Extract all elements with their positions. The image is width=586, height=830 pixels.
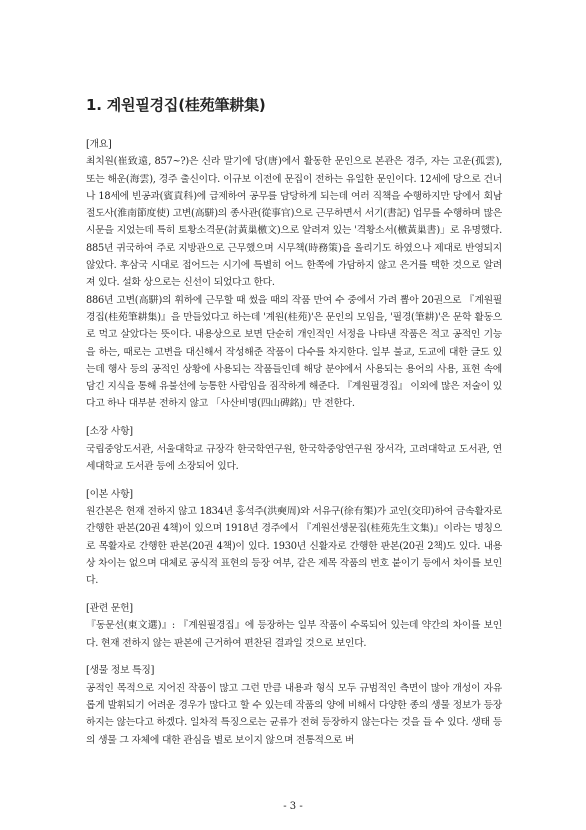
paragraph: 공적인 목적으로 지어진 작품이 많고 그런 만큼 내용과 형식 모두 규범적인 측면이 많아 개성이 자유롭게 발휘되기 어려운 경우가 많다고 할 수 있는데 작품의 양에 비해서 다양한 종의 생물 정보가 등장하지는 않는다고 하겠다. 일차적 특징으로는 균류가 전혀 등장하지 않는다는 것을 들 수 있다. 생태 등의 생물 그 자체에 대한 관심을 별로 보이지 않으며 전통적으로 버 xyxy=(86,682,502,746)
document-body xyxy=(86,136,502,749)
section-holdings xyxy=(86,423,502,475)
section-heading: [관련 문헌] xyxy=(86,602,133,614)
section-related-literature xyxy=(86,600,502,652)
document-title: 1. 계원필경집(桂苑筆耕集) xyxy=(86,96,266,114)
page-number: - 3 - xyxy=(283,801,303,812)
section-heading: [이본 사항] xyxy=(86,488,133,500)
section-variants xyxy=(86,486,502,590)
section-overview xyxy=(86,136,502,413)
paragraph: 최치원(崔致遠, 857~?)은 신라 말기에 당(唐)에서 활동한 문인으로 본관은 경주, 자는 고운(孤雲), 또는 해운(海雲), 경주 출신이다. 이규보 이전에 문집이 전하는 유일한 문인이다. 12세에 당으로 건너나 18세에 빈공과(賓貢科)에 급제하여 공무를 담당하게 되는데 여러 직책을 수행하지만 당에서 회남절도사(淮南節度使) 고변(高駢)의 종사관(從事官)으로 근무하면서 서기(書記) 업무를 수행하며 많은 시문을 지었는데 특히 토황소격문(討黃巢檄文)으로 알려져 있는 '격황소서(檄黃巢書)」로 유명했다. 885년 귀국하여 주로 지방관으로 근무했으며 시무책(時務策)을 올리기도 하였으나 제대로 반영되지 않았다. 후삼국 시대로 접어드는 시기에 특별히 어느 한쪽에 가담하지 않고 은거를 택한 것으로 알려져 있다. 설화 상으로는 신선이 되었다고 한다. xyxy=(86,156,502,289)
paragraph: 886년 고변(高駢)의 휘하에 근무할 때 썼을 때의 작품 만여 수 중에서 가려 뽑아 20권으로 『계원필경집(桂苑筆耕集)』을 만들었다고 하는데 '계원(桂苑)'은 문인의 모임을, '필경(筆耕)'은 문학 활동으로 먹고 살았다는 뜻이다. 내용상으로 보면 단순히 개인적인 서정을 나타낸 작품은 적고 공적인 기능을 하는, 때로는 고변을 대신해서 작성해준 작품이 다수를 차지한다. 일부 불교, 도교에 대한 글도 있는데 행사 등의 공적인 상황에 사용되는 작품들인데 해당 분야에서 사용되는 용어의 사용, 표현 속에 담긴 지식을 통해 유불선에 능통한 사람임을 짐작하게 해준다. 『계원필경집』 이외에 많은 저술이 있다고 하나 대부분 전하지 않고 「사산비명(四山碑銘)」만 전한다. xyxy=(86,294,502,410)
paragraph: 『동문선(東文選)』: 『계원필경집』에 등장하는 일부 작품이 수록되어 있는데 약간의 차이를 보인다. 현재 전하지 않는 판본에 근거하여 편찬된 결과일 것으로 보인다. xyxy=(86,620,502,649)
paragraph: 국립중앙도서관, 서울대학교 규장각 한국학연구원, 한국학중앙연구원 장서각, 고려대학교 도서관, 연세대학교 도서관 등에 소장되어 있다. xyxy=(86,443,502,472)
section-biological-info xyxy=(86,662,502,748)
section-heading: [생물 정보 특징] xyxy=(86,665,155,677)
section-heading: [소장 사항] xyxy=(86,426,133,438)
paragraph: 원간본은 현재 전하지 않고 1834년 홍석주(洪奭周)와 서유구(徐有榘)가 교인(交印)하여 금속활자로 간행한 판본(20권 4책)이 있으며 1918년 경주에서 『계원선생문집(桂苑先生文集)』이라는 명칭으로 목활자로 간행한 판본(20권 4책)이 있다. 1930년 신활자로 간행한 판본(20권 2책)도 있다. 내용상 차이는 없으며 대체로 공식적 표현의 등장 여부, 같은 제목 작품의 번호 붙이기 등에서 차이를 보인다. xyxy=(86,505,502,587)
section-heading: [개요] xyxy=(86,139,112,150)
